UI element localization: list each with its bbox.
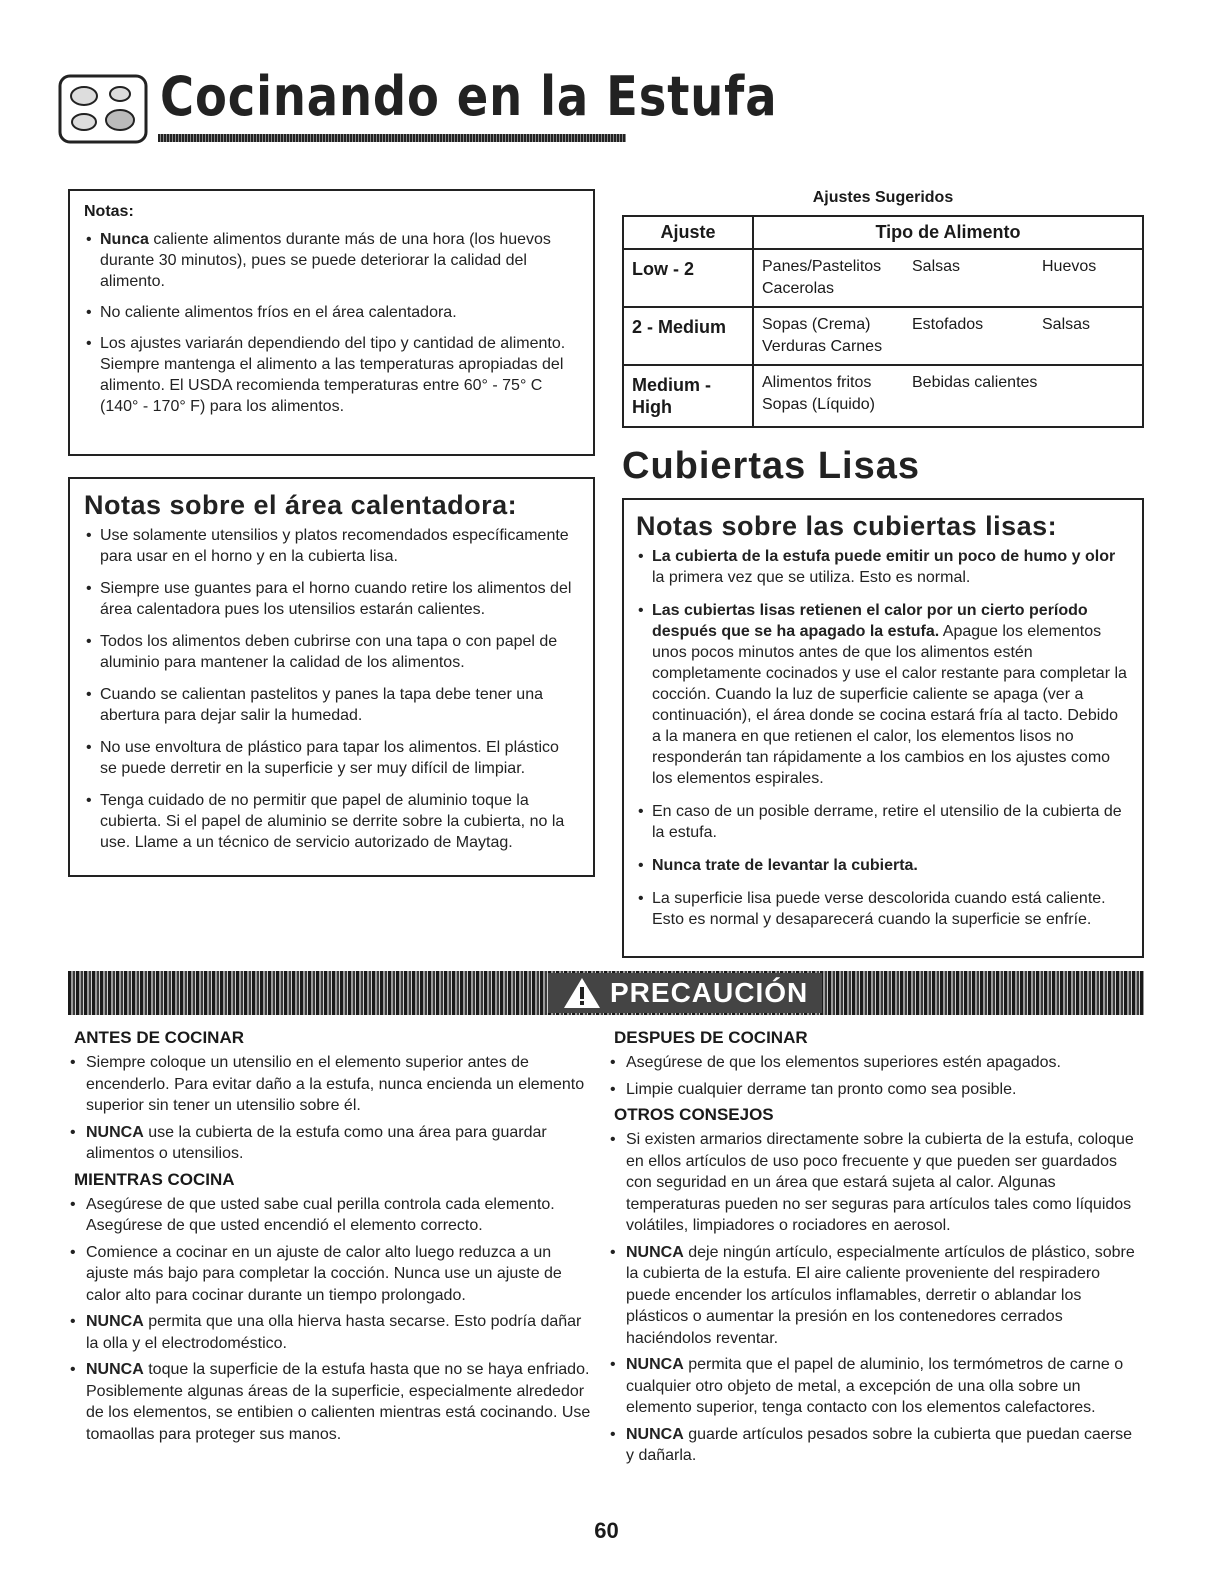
- column-header-tipo: Tipo de Alimento: [753, 216, 1143, 249]
- caution-right-column: [608, 1026, 1138, 1472]
- cooktop-icon: [58, 70, 150, 148]
- list-item: • NUNCA deje ningún artículo, especialmente artículos de plástico, sobre la cubierta de la estufa. El aire caliente proveniente del respiradero puede encender los artículos inflamables, derretir o ablandar los plásticos o aumentar la presión en los contenedores cerrados haciéndolos reventar.: [608, 1242, 1138, 1350]
- before-cooking-list: [68, 1052, 598, 1165]
- notes-list: [84, 229, 579, 417]
- list-item: • NUNCA use la cubierta de la estufa como una área para guardar alimentos o utensilios.: [68, 1122, 598, 1165]
- setting-cell: 2 - Medium: [623, 307, 753, 365]
- list-item: • Tenga cuidado de no permitir que papel de aluminio toque la cubierta. Si el papel de aluminio se derrite sobre la cubierta, no la use. Llame a un técnico de servicio autorizado de Maytag.: [84, 790, 579, 853]
- page-number: 60: [594, 1518, 619, 1543]
- list-item: • NUNCA toque la superficie de la estufa hasta que no se haya enfriado. Posiblemente algunas áreas de la superficie, especialmente alrededor de los elementos, se entibien o calienten mientras está cocinando. Use tomaollas para proteger sus manos.: [68, 1359, 598, 1445]
- settings-table-caption: Ajustes Sugeridos: [812, 189, 954, 206]
- smooth-top-notes-box: [622, 498, 1144, 958]
- settings-table: [622, 215, 1144, 428]
- warming-area-title: Notas sobre el área calentadora:: [84, 490, 518, 520]
- smooth-top-notes-title: Notas sobre las cubiertas lisas:: [636, 511, 1058, 541]
- list-item: • Si existen armarios directamente sobre la cubierta de la estufa, coloque en ellos artículos de uso poco frecuente y que pueden ser guardados con seguridad en un área que estará sujeta al calor. Algunas temperaturas pueden no ser seguras para artículos tales como líquidos volátiles, limpiadores o rociadores en aerosol.: [608, 1129, 1138, 1237]
- list-item: • NUNCA guarde artículos pesados sobre la cubierta que puedan caerse y dañarla.: [608, 1424, 1138, 1467]
- table-row: [623, 249, 1143, 307]
- list-item: • NUNCA permita que el papel de aluminio, los termómetros de carne o cualquier otro objeto de metal, a excepción de una olla sobre un elemento superior, tenga contacto con los elementos calefactores.: [608, 1354, 1138, 1419]
- list-item: • Todos los alimentos deben cubrirse con una tapa o con papel de aluminio para mantener la calidad de los alimentos.: [84, 631, 579, 673]
- caution-label: [548, 973, 822, 1013]
- before-cooking-heading: ANTES DE COCINAR: [74, 1028, 245, 1047]
- list-item: • La superficie lisa puede verse descolorida cuando está caliente. Esto es normal y desaparecerá cuando la superficie se enfríe.: [636, 888, 1130, 930]
- list-item: • Siempre coloque un utensilio en el elemento superior antes de encenderlo. Para evitar daño a la estufa, nunca encienda un elemento superior sin tener un utensilio sobre él.: [68, 1052, 598, 1117]
- while-cooking-list: [68, 1194, 598, 1446]
- page-title: Cocinando en la Estufa: [160, 65, 778, 128]
- table-header-row: [623, 216, 1143, 249]
- list-item: • Asegúrese de que los elementos superiores estén apagados.: [608, 1052, 1138, 1074]
- list-item: • Los ajustes variarán dependiendo del tipo y cantidad de alimento. Siempre mantenga el alimento a las temperaturas apropiadas del alimento. El USDA recomienda temperaturas entre 60° - 75° C (140° - 170° F) para los alimentos.: [84, 333, 579, 417]
- title-underline: [158, 134, 626, 142]
- list-item: • La cubierta de la estufa puede emitir un poco de humo y olor la primera vez que se utiliza. Esto es normal.: [636, 546, 1130, 588]
- list-item: • Cuando se calientan pastelitos y panes la tapa debe tener una abertura para dejar salir la humedad.: [84, 684, 579, 726]
- list-item: • Las cubiertas lisas retienen el calor por un cierto período después que se ha apagado la estufa. Apague los elementos unos pocos minutos antes de que los alimentos estén completamente cocinados y use el calor restante para completar la cocción. Cuando la luz de superficie caliente se apaga (ver a continuación), el área donde se cocina estará fría al tacto. Debido a la manera en que retienen el calor, los elementos lisos no responderán tan rápidamente a los cambios en los ajustes como los elementos espirales.: [636, 600, 1130, 789]
- warming-area-list: [84, 525, 579, 853]
- other-tips-list: [608, 1129, 1138, 1467]
- notes-box: [68, 189, 595, 456]
- warning-triangle-icon: [562, 976, 602, 1010]
- smooth-top-notes-list: [636, 546, 1130, 930]
- food-cell: Sopas (Crema) Estofados Salsas Verduras Carnes: [753, 307, 1143, 365]
- list-item: • No caliente alimentos fríos en el área calentadora.: [84, 302, 579, 323]
- section-title: Cubiertas Lisas: [622, 445, 920, 487]
- table-row: [623, 307, 1143, 365]
- after-cooking-list: [608, 1052, 1138, 1100]
- list-item: • Use solamente utensilios y platos recomendados específicamente para usar en el horno y en la cubierta lisa.: [84, 525, 579, 567]
- other-tips-heading: OTROS CONSEJOS: [614, 1105, 774, 1124]
- caution-left-column: [68, 1026, 598, 1450]
- setting-cell: Low - 2: [623, 249, 753, 307]
- list-item: • Nunca trate de levantar la cubierta.: [636, 855, 1130, 876]
- list-item: • En caso de un posible derrame, retire el utensilio de la cubierta de la estufa.: [636, 801, 1130, 843]
- list-item: • Asegúrese de que usted sabe cual perilla controla cada elemento. Asegúrese de que usted encendió el elemento correcto.: [68, 1194, 598, 1237]
- caution-text: PRECAUCIÓN: [610, 977, 809, 1008]
- list-item: • Comience a cocinar en un ajuste de calor alto luego reduzca a un ajuste más bajo para completar la cocción. Nunca use un ajuste de calor alto para cocinar durante un tiempo prolongado.: [68, 1242, 598, 1307]
- column-header-ajuste: Ajuste: [623, 216, 753, 249]
- page-header: [58, 62, 778, 154]
- notes-title: Notas:: [84, 203, 134, 220]
- list-item: • Nunca caliente alimentos durante más de una hora (los huevos durante 30 minutos), pues se puede deteriorar la calidad del alimento.: [84, 229, 579, 292]
- food-cell: Alimentos fritos Bebidas calientes Sopas (Líquido): [753, 365, 1143, 427]
- while-cooking-heading: MIENTRAS COCINA: [74, 1169, 235, 1189]
- list-item: • No use envoltura de plástico para tapar los alimentos. El plástico se puede derretir en la superficie y ser muy difícil de limpiar.: [84, 737, 579, 779]
- setting-cell: Medium - High: [623, 365, 753, 427]
- warming-area-notes-box: [68, 477, 595, 877]
- food-cell: Panes/Pastelitos Salsas Huevos Cacerolas: [753, 249, 1143, 307]
- caution-banner: [68, 971, 1144, 1015]
- list-item: • NUNCA permita que una olla hierva hasta secarse. Esto podría dañar la olla y el electrodoméstico.: [68, 1311, 598, 1354]
- list-item: • Limpie cualquier derrame tan pronto como sea posible.: [608, 1079, 1138, 1101]
- list-item: • Siempre use guantes para el horno cuando retire los alimentos del área calentadora pues los utensilios estarán calientes.: [84, 578, 579, 620]
- table-row: [623, 365, 1143, 427]
- after-cooking-heading: DESPUES DE COCINAR: [614, 1028, 808, 1047]
